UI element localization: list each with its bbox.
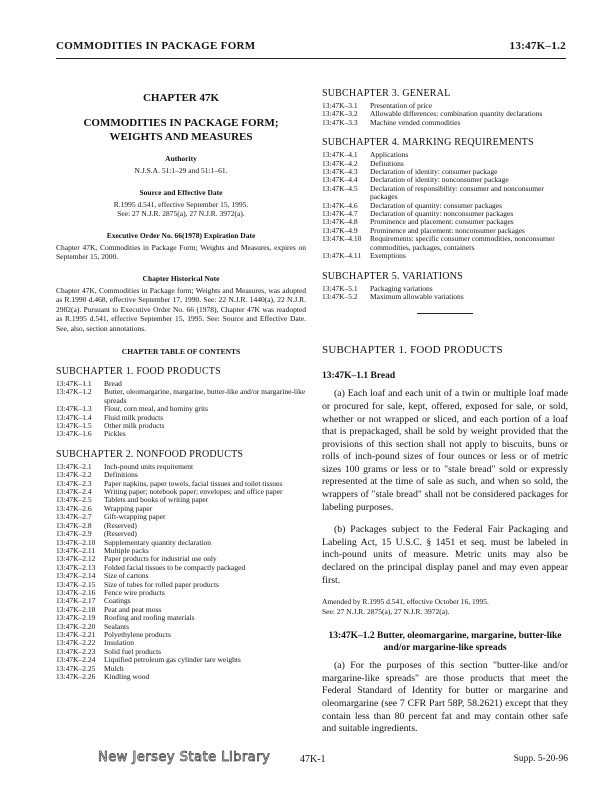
toc-entry-number: 13:47K–2.18 — [56, 604, 96, 614]
toc-entry — [322, 151, 568, 159]
toc-entry-title: Presentation of price — [370, 101, 433, 110]
toc-entry-number: 13:47K–2.22 — [56, 638, 96, 648]
toc-entry-number: 13:47K–2.15 — [56, 579, 96, 589]
toc-entry-title: Polyethylene products — [104, 629, 171, 639]
toc-entry — [56, 414, 306, 422]
toc-entry-number: 13:47K–4.10 — [322, 234, 362, 244]
toc-entry-title: Tablets and books of writing paper — [104, 495, 209, 505]
toc-entry — [322, 119, 568, 127]
library-stamp: New Jersey State Library — [98, 750, 271, 765]
page-number: 47K-1 — [300, 754, 326, 765]
toc-entry-title: Prominence and placement: consumer packages — [370, 217, 514, 227]
toc-entry-number: 13:47K–4.11 — [322, 251, 362, 261]
toc-entry-title: Kindling wood — [104, 672, 150, 681]
toc-entry — [56, 673, 306, 681]
toc-entry-number: 13:47K–2.14 — [56, 571, 96, 581]
section-1-1-title: 13:47K–1.1 Bread — [322, 371, 396, 382]
toc-entry-title: Multiple packs — [104, 545, 149, 555]
toc-entry-number: 13:47K–3.2 — [322, 109, 358, 119]
toc-entry-number: 13:47K–2.10 — [56, 537, 96, 547]
history-heading: Chapter Historical Note — [142, 273, 220, 283]
toc-entry-title: Packaging variations — [370, 283, 433, 293]
toc-entry-title: Gift-wrapping paper — [104, 512, 166, 522]
toc-entry-number: 13:47K–2.19 — [56, 613, 96, 623]
running-header — [56, 40, 566, 52]
toc-entry-title: Insulation — [104, 638, 134, 648]
toc-entry — [56, 496, 306, 504]
toc-entry-title: Requirements: specific consumer commodities, nonconsumer commodities, packages, containers — [370, 234, 555, 252]
toc-entry-title: Declaration of identity: nonconsumer package — [370, 175, 509, 185]
toc-entry-number: 13:47K–2.12 — [56, 554, 96, 564]
supplement-date: Supp. 5-20-96 — [513, 754, 568, 764]
toc-entry-number: 13:47K–1.1 — [56, 379, 92, 388]
toc-entry-number: 13:47K–2.26 — [56, 672, 96, 681]
toc-entry-title: Peat and peat moss — [104, 604, 162, 614]
toc-entry — [56, 388, 306, 405]
toc-entry-number: 13:47K–2.24 — [56, 655, 96, 665]
toc-entry — [322, 252, 568, 260]
toc-entry-number: 13:47K–3.1 — [322, 101, 358, 110]
toc-list-subchapter-2 — [56, 463, 306, 682]
toc-entry-title: Other milk products — [104, 421, 165, 431]
toc-subchapter-1: SUBCHAPTER 1. FOOD PRODUCTS — [56, 366, 221, 377]
toc-list-subchapter-1 — [56, 380, 306, 439]
toc-entry-number: 13:47K–2.7 — [56, 512, 92, 522]
toc-entry — [322, 185, 568, 202]
toc-entry-number: 13:47K–2.20 — [56, 621, 96, 631]
toc-heading: CHAPTER TABLE OF CONTENTS — [121, 347, 241, 356]
toc-subchapter-3: SUBCHAPTER 3. GENERAL — [322, 88, 451, 99]
toc-entry — [56, 430, 306, 438]
section-1-2-para-a: (a) For the purposes of this section "butter-like and/or margarine-like spreads" are those products that meet the Federal Standard of Identity for butter or margarine and oleomargarine (see 7 CFR Part 58P, 58.2621) except that they contain less than 80 percent fat and may contain other safe and suitable ingredients. — [322, 660, 568, 735]
toc-entry-title: Paper products for industrial use only — [104, 554, 217, 564]
toc-entry-title: Pickles — [104, 429, 126, 439]
header-section: 13:47K–1.2 — [509, 40, 566, 52]
toc-entry — [56, 422, 306, 430]
food-products-heading: SUBCHAPTER 1. FOOD PRODUCTS — [322, 344, 503, 357]
toc-entry — [56, 522, 306, 530]
source-line-1: R.1995 d.541, effective September 15, 1995. — [113, 199, 249, 209]
toc-entry-title: Machine vended commodities — [370, 117, 461, 127]
toc-entry-title: Declaration of responsibility: consumer and nonconsumer packages — [370, 183, 544, 202]
authority-text: N.J.S.A. 51:1–29 and 51:1–61. — [134, 166, 228, 175]
toc-entry-title: Declaration of quantity: consumer packages — [370, 200, 503, 210]
toc-entry-number: 13:47K–5.2 — [322, 291, 358, 301]
toc-entry-title: Supplementary quantity declaration — [104, 537, 212, 547]
chapter-number: CHAPTER 47K — [142, 92, 220, 104]
toc-entry-title: Coatings — [104, 596, 131, 606]
toc-entry-title: (Reserved) — [104, 529, 137, 539]
toc-entry-title: Declaration of quantity: nonconsumer packages — [370, 209, 514, 219]
section-divider — [417, 313, 473, 314]
toc-entry-number: 13:47K–2.21 — [56, 629, 96, 639]
toc-list-subchapter-3 — [322, 102, 568, 127]
toc-entry-title: Paper napkins, paper towels, facial tissues and toilet tissues — [104, 478, 283, 488]
toc-subchapter-5: SUBCHAPTER 5. VARIATIONS — [322, 270, 463, 282]
toc-entry-number: 13:47K–2.13 — [56, 562, 96, 572]
toc-entry-title: Declaration of identity: consumer package — [370, 167, 498, 177]
toc-entry-title: Size of cartons — [104, 571, 149, 581]
toc-entry-number: 13:47K–2.25 — [56, 663, 96, 673]
toc-entry-number: 13:47K–4.8 — [322, 217, 358, 227]
toc-entry-number: 13:47K–4.5 — [322, 183, 358, 193]
source-line-2: See: 27 N.J.R. 2875(a), 27 N.J.R. 3972(a). — [117, 209, 245, 218]
toc-entry-number: 13:47K–1.3 — [56, 404, 92, 414]
section-1-1-para-a: (a) Each loaf and each unit of a twin or multiple loaf made or procured for sale, kept, offered, exposed for sale, or sold, whether or not wrapped or sliced, and each portion of a loaf that is prepackaged, shall be sold by weight provided that the provisions of this section shall not apply to biscuits, buns or rolls of inch-pound sizes of four ounces or less or of metric sizes 100 grams or less or to "stale bread" sold or expressly represented at the time of sale as such, and when so sold, the wrappers of "stale bread" shall not be considered packages for labeling purposes. — [322, 388, 568, 513]
toc-entry-title: Mulch — [104, 663, 124, 673]
toc-entry — [56, 463, 306, 471]
toc-entry-number: 13:47K–1.4 — [56, 412, 92, 422]
toc-entry-title: Maximum allowable variations — [370, 291, 464, 301]
authority-heading: Authority — [165, 154, 197, 163]
toc-entry-number: 13:47K–2.6 — [56, 503, 92, 513]
history-text: Chapter 47K, Commodities in Package form; Weights and Measures, was adopted as R.1990 d.468, effective September 17, 1990. See: 22 N.J.R. 1440(a), 22 N.J.R. 2982(a). Pursuant to Executive Order No. 66 (1978), Chapter 47K was readopted as R.1995 d.541, effective September 15, 1995. See: Source and Effective Date. See, also, section annotations. — [56, 285, 306, 333]
header-rule — [56, 58, 566, 59]
toc-entry-title: Butter, oleomargarine, margarine, butter-like and/or margarine-like spreads — [104, 387, 306, 405]
toc-entry-title: Size of tubes for rolled paper products — [104, 579, 219, 589]
toc-entry-number: 13:47K–4.1 — [322, 150, 358, 160]
toc-entry-title: Liquified petroleum gas cylinder tare weights — [104, 655, 241, 665]
toc-entry-number: 13:47K–2.4 — [56, 487, 92, 497]
toc-entry-number: 13:47K–5.1 — [322, 283, 358, 293]
right-column — [322, 88, 568, 736]
toc-entry — [56, 405, 306, 413]
section-1-1-para-b: (b) Packages subject to the Federal Fair Packaging and Labeling Act, 15 U.S.C. § 1451 et seq. must be labeled in inch-pound units of measure. Metric units may also be declared on the principal display panel and may even appear first. — [322, 524, 568, 586]
toc-entry-title: Allowable differences: combination quantity declarations — [370, 109, 543, 119]
toc-entry-number: 13:47K–4.3 — [322, 167, 358, 177]
toc-entry-title: Prominence and placement: nonconsumer packages — [370, 225, 525, 235]
exec-order-text: Chapter 47K, Commodities in Package Form; Weights and Measures, expires on September 15, 2000. — [56, 242, 306, 261]
toc-entry-title: Definitions — [370, 158, 404, 168]
toc-entry-number: 13:47K–2.11 — [56, 545, 96, 555]
toc-entry-title: Roofing and roofing materials — [104, 613, 195, 623]
toc-entry-title: Exemptions — [370, 251, 406, 261]
toc-entry-title: Flour, corn meal, and hominy grits — [104, 404, 209, 414]
toc-entry — [56, 513, 306, 521]
toc-entry-number: 13:47K–2.8 — [56, 520, 92, 530]
toc-entry-number: 13:47K–1.2 — [56, 387, 92, 397]
toc-entry-number: 13:47K–2.16 — [56, 587, 96, 597]
toc-entry-title: Sealants — [104, 621, 129, 631]
toc-entry-title: Solid fuel products — [104, 646, 162, 656]
toc-entry-number: 13:47K–1.5 — [56, 421, 92, 431]
toc-entry-title: Bread — [104, 379, 122, 388]
chapter-title: COMMODITIES IN PACKAGE FORM; WEIGHTS AND MEASURES — [83, 117, 279, 143]
toc-list-subchapter-5 — [322, 285, 568, 302]
section-1-1-amendment: Amended by R.1995 d.541, effective October 16, 1995. See: 27 N.J.R. 2875(a), 27 N.J.R. 3972(a). — [322, 597, 489, 616]
header-title: COMMODITIES IN PACKAGE FORM — [56, 40, 256, 52]
toc-entry-number: 13:47K–2.1 — [56, 461, 92, 471]
toc-entry-title: Fluid milk products — [104, 412, 164, 422]
toc-entry-number: 13:47K–2.3 — [56, 478, 92, 488]
toc-list-subchapter-4 — [322, 151, 568, 260]
toc-entry-number: 13:47K–4.9 — [322, 225, 358, 235]
toc-entry-title: Definitions — [104, 470, 138, 480]
toc-entry-title: Fence wire products — [104, 587, 165, 597]
toc-entry-title: Writing paper; notebook paper; envelopes; and office paper — [104, 487, 283, 497]
toc-entry-number: 13:47K–4.6 — [322, 200, 358, 210]
toc-entry-number: 13:47K–2.17 — [56, 596, 96, 606]
toc-subchapter-2: SUBCHAPTER 2. NONFOOD PRODUCTS — [56, 448, 244, 460]
source-heading: Source and Effective Date — [139, 187, 223, 197]
toc-entry-number: 13:47K–3.3 — [322, 117, 358, 127]
toc-entry-number: 13:47K–2.9 — [56, 529, 92, 539]
toc-entry-number: 13:47K–2.5 — [56, 495, 92, 505]
exec-order-heading: Executive Order No. 66(1978) Expiration Date — [106, 230, 256, 240]
toc-entry-number: 13:47K–4.4 — [322, 175, 358, 185]
toc-entry-title: Folded facial tissues to be compactly packaged — [104, 562, 246, 572]
toc-entry-title: Applications — [370, 150, 409, 160]
toc-entry-title: Wrapping paper — [104, 503, 153, 513]
toc-entry-number: 13:47K–1.6 — [56, 429, 92, 439]
toc-entry — [322, 235, 568, 252]
toc-entry-title: (Reserved) — [104, 520, 137, 530]
toc-entry-number: 13:47K–2.2 — [56, 470, 92, 480]
left-column — [56, 92, 306, 681]
toc-entry — [322, 293, 568, 301]
toc-subchapter-4: SUBCHAPTER 4. MARKING REQUIREMENTS — [322, 137, 534, 149]
toc-entry — [56, 505, 306, 513]
toc-entry-number: 13:47K–4.7 — [322, 209, 358, 219]
section-1-2-title: 13:47K–1.2 Butter, oleomargarine, margarine, butter-like and/or margarine-like spreads — [328, 631, 562, 654]
toc-entry-number: 13:47K–2.23 — [56, 646, 96, 656]
toc-entry-title: Inch-pound units requirement — [104, 461, 194, 471]
toc-entry-number: 13:47K–4.2 — [322, 158, 358, 168]
